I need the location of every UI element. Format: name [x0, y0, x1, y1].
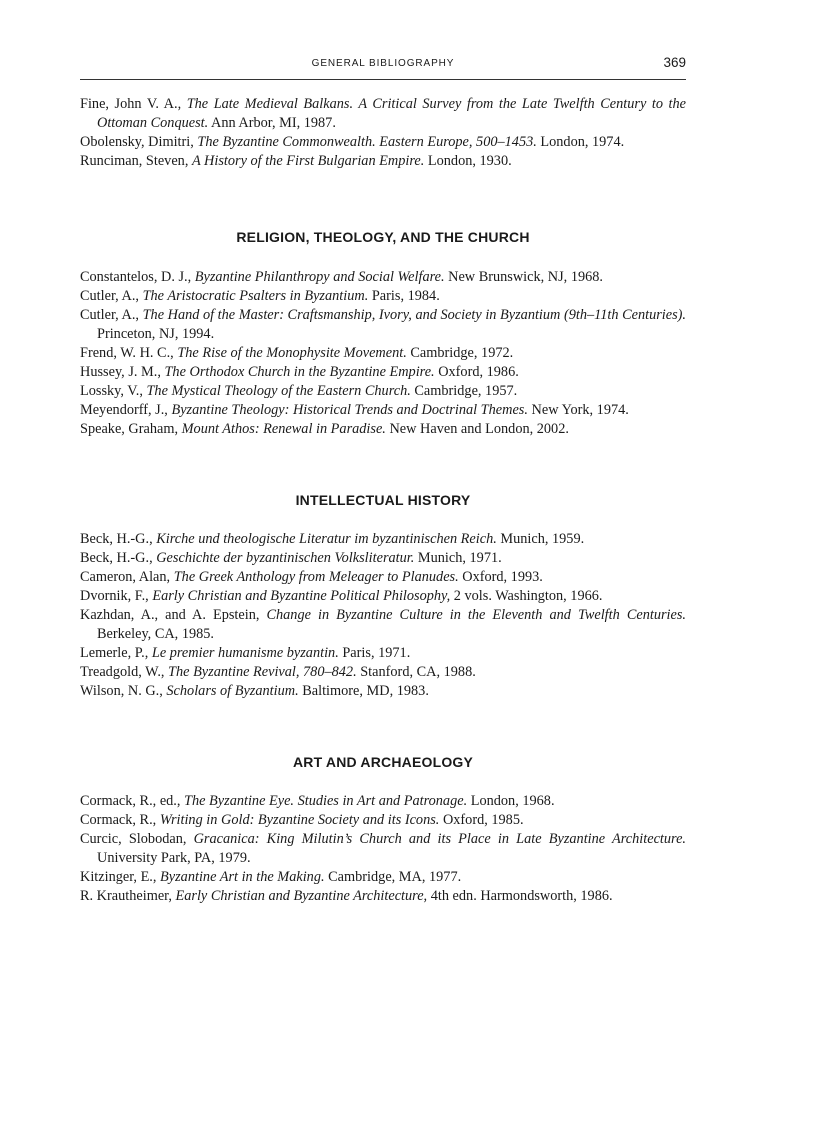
entry-title: The Byzantine Commonwealth. Eastern Europe, 500–1453.: [197, 134, 537, 150]
entry-title: The Orthodox Church in the Byzantine Empire.: [164, 364, 435, 380]
entry-title: Byzantine Art in the Making.: [160, 869, 325, 885]
section-title-religion: RELIGION, THEOLOGY, AND THE CHURCH: [236, 229, 530, 245]
section-religion-entries: [80, 268, 686, 439]
entry-author: Cormack, R., ed.,: [80, 793, 185, 809]
entry-author: R. Krautheimer,: [80, 888, 176, 904]
bibliography-entry: [80, 568, 686, 587]
entry-publication: Oxford, 1993.: [458, 569, 543, 585]
entry-title: Geschichte der byzantinischen Volksliteratur.: [156, 550, 415, 566]
entry-title: The Byzantine Eye. Studies in Art and Patronage.: [184, 793, 468, 809]
entry-author: Kazhdan, A., and A. Epstein,: [80, 607, 267, 623]
entry-publication: Cambridge, 1957.: [410, 383, 518, 399]
entry-publication: London, 1930.: [424, 153, 512, 169]
section-art-entries: [80, 792, 686, 906]
entry-publication: London, 1968.: [467, 793, 555, 809]
entry-author: Speake, Graham,: [80, 421, 182, 437]
entry-publication: University Park, PA, 1979.: [97, 850, 251, 866]
entry-publication: Princeton, NJ, 1994.: [97, 326, 215, 342]
entry-title: The Mystical Theology of the Eastern Church.: [146, 383, 411, 399]
bibliography-entry: [80, 549, 686, 568]
entry-publication: Oxford, 1985.: [439, 812, 524, 828]
entry-publication: New Brunswick, NJ, 1968.: [444, 269, 603, 285]
entry-title: Scholars of Byzantium.: [166, 683, 299, 699]
page-number: 369: [663, 55, 686, 70]
entry-author: Dvornik, F.,: [80, 588, 153, 604]
bibliography-entry: [80, 95, 686, 133]
entry-author: Lossky, V.,: [80, 383, 147, 399]
entry-title: The Hand of the Master: Craftsmanship, Ivory, and Society in Byzantium (9th–11th Centuries).: [142, 307, 687, 323]
entry-title: Gracanica: King Milutin’s Church and its Place in Late Byzantine Architecture.: [193, 831, 687, 847]
bibliography-entry: [80, 530, 686, 549]
bibliography-entry: [80, 887, 686, 906]
entry-author: Cameron, Alan,: [80, 569, 174, 585]
entry-title: Writing in Gold: Byzantine Society and its Icons.: [159, 812, 440, 828]
entry-publication: London, 1974.: [536, 134, 625, 150]
entry-title: The Late Medieval Balkans. A Critical Survey from the Late Twelfth Century to the Ottoman Conquest.: [97, 96, 687, 131]
entry-publication: Paris, 1984.: [368, 288, 440, 304]
page-header: [80, 55, 686, 75]
bibliography-entry: [80, 830, 686, 868]
entry-title: Le premier humanisme byzantin.: [151, 645, 339, 661]
entry-publication: Munich, 1959.: [496, 531, 585, 547]
section-title-art-archaeology: ART AND ARCHAEOLOGY: [292, 754, 474, 770]
bibliography-entry: [80, 268, 686, 287]
bibliography-entry: [80, 587, 686, 606]
bibliography-entry: [80, 287, 686, 306]
entry-author: Constantelos, D. J.,: [80, 269, 195, 285]
entry-author: Frend, W. H. C.,: [80, 345, 178, 361]
entry-title: Mount Athos: Renewal in Paradise.: [181, 421, 386, 437]
entry-publication: Stanford, CA, 1988.: [356, 664, 476, 680]
entry-publication: 4th edn. Harmondsworth, 1986.: [427, 888, 613, 904]
bibliography-entry: [80, 133, 686, 152]
bibliography-body: [80, 95, 686, 906]
entry-publication: Ann Arbor, MI, 1987.: [208, 115, 336, 131]
entry-author: Cormack, R.,: [80, 812, 160, 828]
entry-publication: Cambridge, 1972.: [406, 345, 514, 361]
section-title-intellectual-history: INTELLECTUAL HISTORY: [295, 492, 471, 508]
bibliography-entry: [80, 382, 686, 401]
entry-title: Kirche und theologische Literatur im byzantinischen Reich.: [156, 531, 497, 547]
entry-title: Early Christian and Byzantine Political Philosophy,: [152, 588, 451, 604]
bibliography-entry: [80, 682, 686, 701]
bibliography-entry: [80, 152, 686, 171]
section-intellectual-entries: [80, 530, 686, 701]
bibliography-entry: [80, 420, 686, 439]
entry-author: Wilson, N. G.,: [80, 683, 167, 699]
entry-title: A History of the First Bulgarian Empire.: [191, 153, 425, 169]
entry-author: Runciman, Steven,: [80, 153, 192, 169]
entry-title: The Aristocratic Psalters in Byzantium.: [142, 288, 369, 304]
entry-title: Early Christian and Byzantine Architecture,: [175, 888, 428, 904]
entry-publication: Baltimore, MD, 1983.: [298, 683, 429, 699]
entry-publication: Cambridge, MA, 1977.: [324, 869, 462, 885]
intro-entries: [80, 95, 686, 171]
entry-author: Beck, H.-G.,: [80, 550, 157, 566]
entry-publication: New Haven and London, 2002.: [385, 421, 569, 437]
entry-title: Change in Byzantine Culture in the Eleventh and Twelfth Centuries.: [266, 607, 686, 623]
entry-author: Meyendorff, J.,: [80, 402, 172, 418]
bibliography-entry: [80, 606, 686, 644]
bibliography-entry: [80, 306, 686, 344]
entry-author: Lemerle, P.,: [80, 645, 152, 661]
entry-publication: Munich, 1971.: [414, 550, 502, 566]
bibliography-entry: [80, 644, 686, 663]
entry-author: Treadgold, W.,: [80, 664, 169, 680]
bibliography-entry: [80, 868, 686, 887]
entry-author: Beck, H.-G.,: [80, 531, 157, 547]
entry-title: The Byzantine Revival, 780–842.: [168, 664, 357, 680]
entry-author: Fine, John V. A.,: [80, 96, 187, 112]
entry-title: Byzantine Philanthropy and Social Welfare.: [194, 269, 445, 285]
bibliography-entry: [80, 363, 686, 382]
entry-author: Cutler, A.,: [80, 307, 143, 323]
bibliography-entry: [80, 792, 686, 811]
bibliography-entry: [80, 344, 686, 363]
entry-publication: New York, 1974.: [527, 402, 629, 418]
bibliography-entry: [80, 811, 686, 830]
entry-title: Byzantine Theology: Historical Trends and Doctrinal Themes.: [171, 402, 528, 418]
entry-author: Curcic, Slobodan,: [80, 831, 194, 847]
entry-author: Hussey, J. M.,: [80, 364, 165, 380]
entry-publication: Paris, 1971.: [338, 645, 411, 661]
entry-title: The Rise of the Monophysite Movement.: [177, 345, 407, 361]
bibliography-entry: [80, 663, 686, 682]
entry-author: Obolensky, Dimitri,: [80, 134, 198, 150]
entry-publication: 2 vols. Washington, 1966.: [450, 588, 603, 604]
entry-publication: Oxford, 1986.: [434, 364, 519, 380]
entry-publication: Berkeley, CA, 1985.: [97, 626, 214, 642]
header-rule: [80, 79, 686, 80]
entry-author: Cutler, A.,: [80, 288, 143, 304]
bibliography-entry: [80, 401, 686, 420]
entry-title: The Greek Anthology from Meleager to Planudes.: [173, 569, 459, 585]
running-head: GENERAL BIBLIOGRAPHY: [311, 58, 455, 69]
entry-author: Kitzinger, E.,: [80, 869, 161, 885]
